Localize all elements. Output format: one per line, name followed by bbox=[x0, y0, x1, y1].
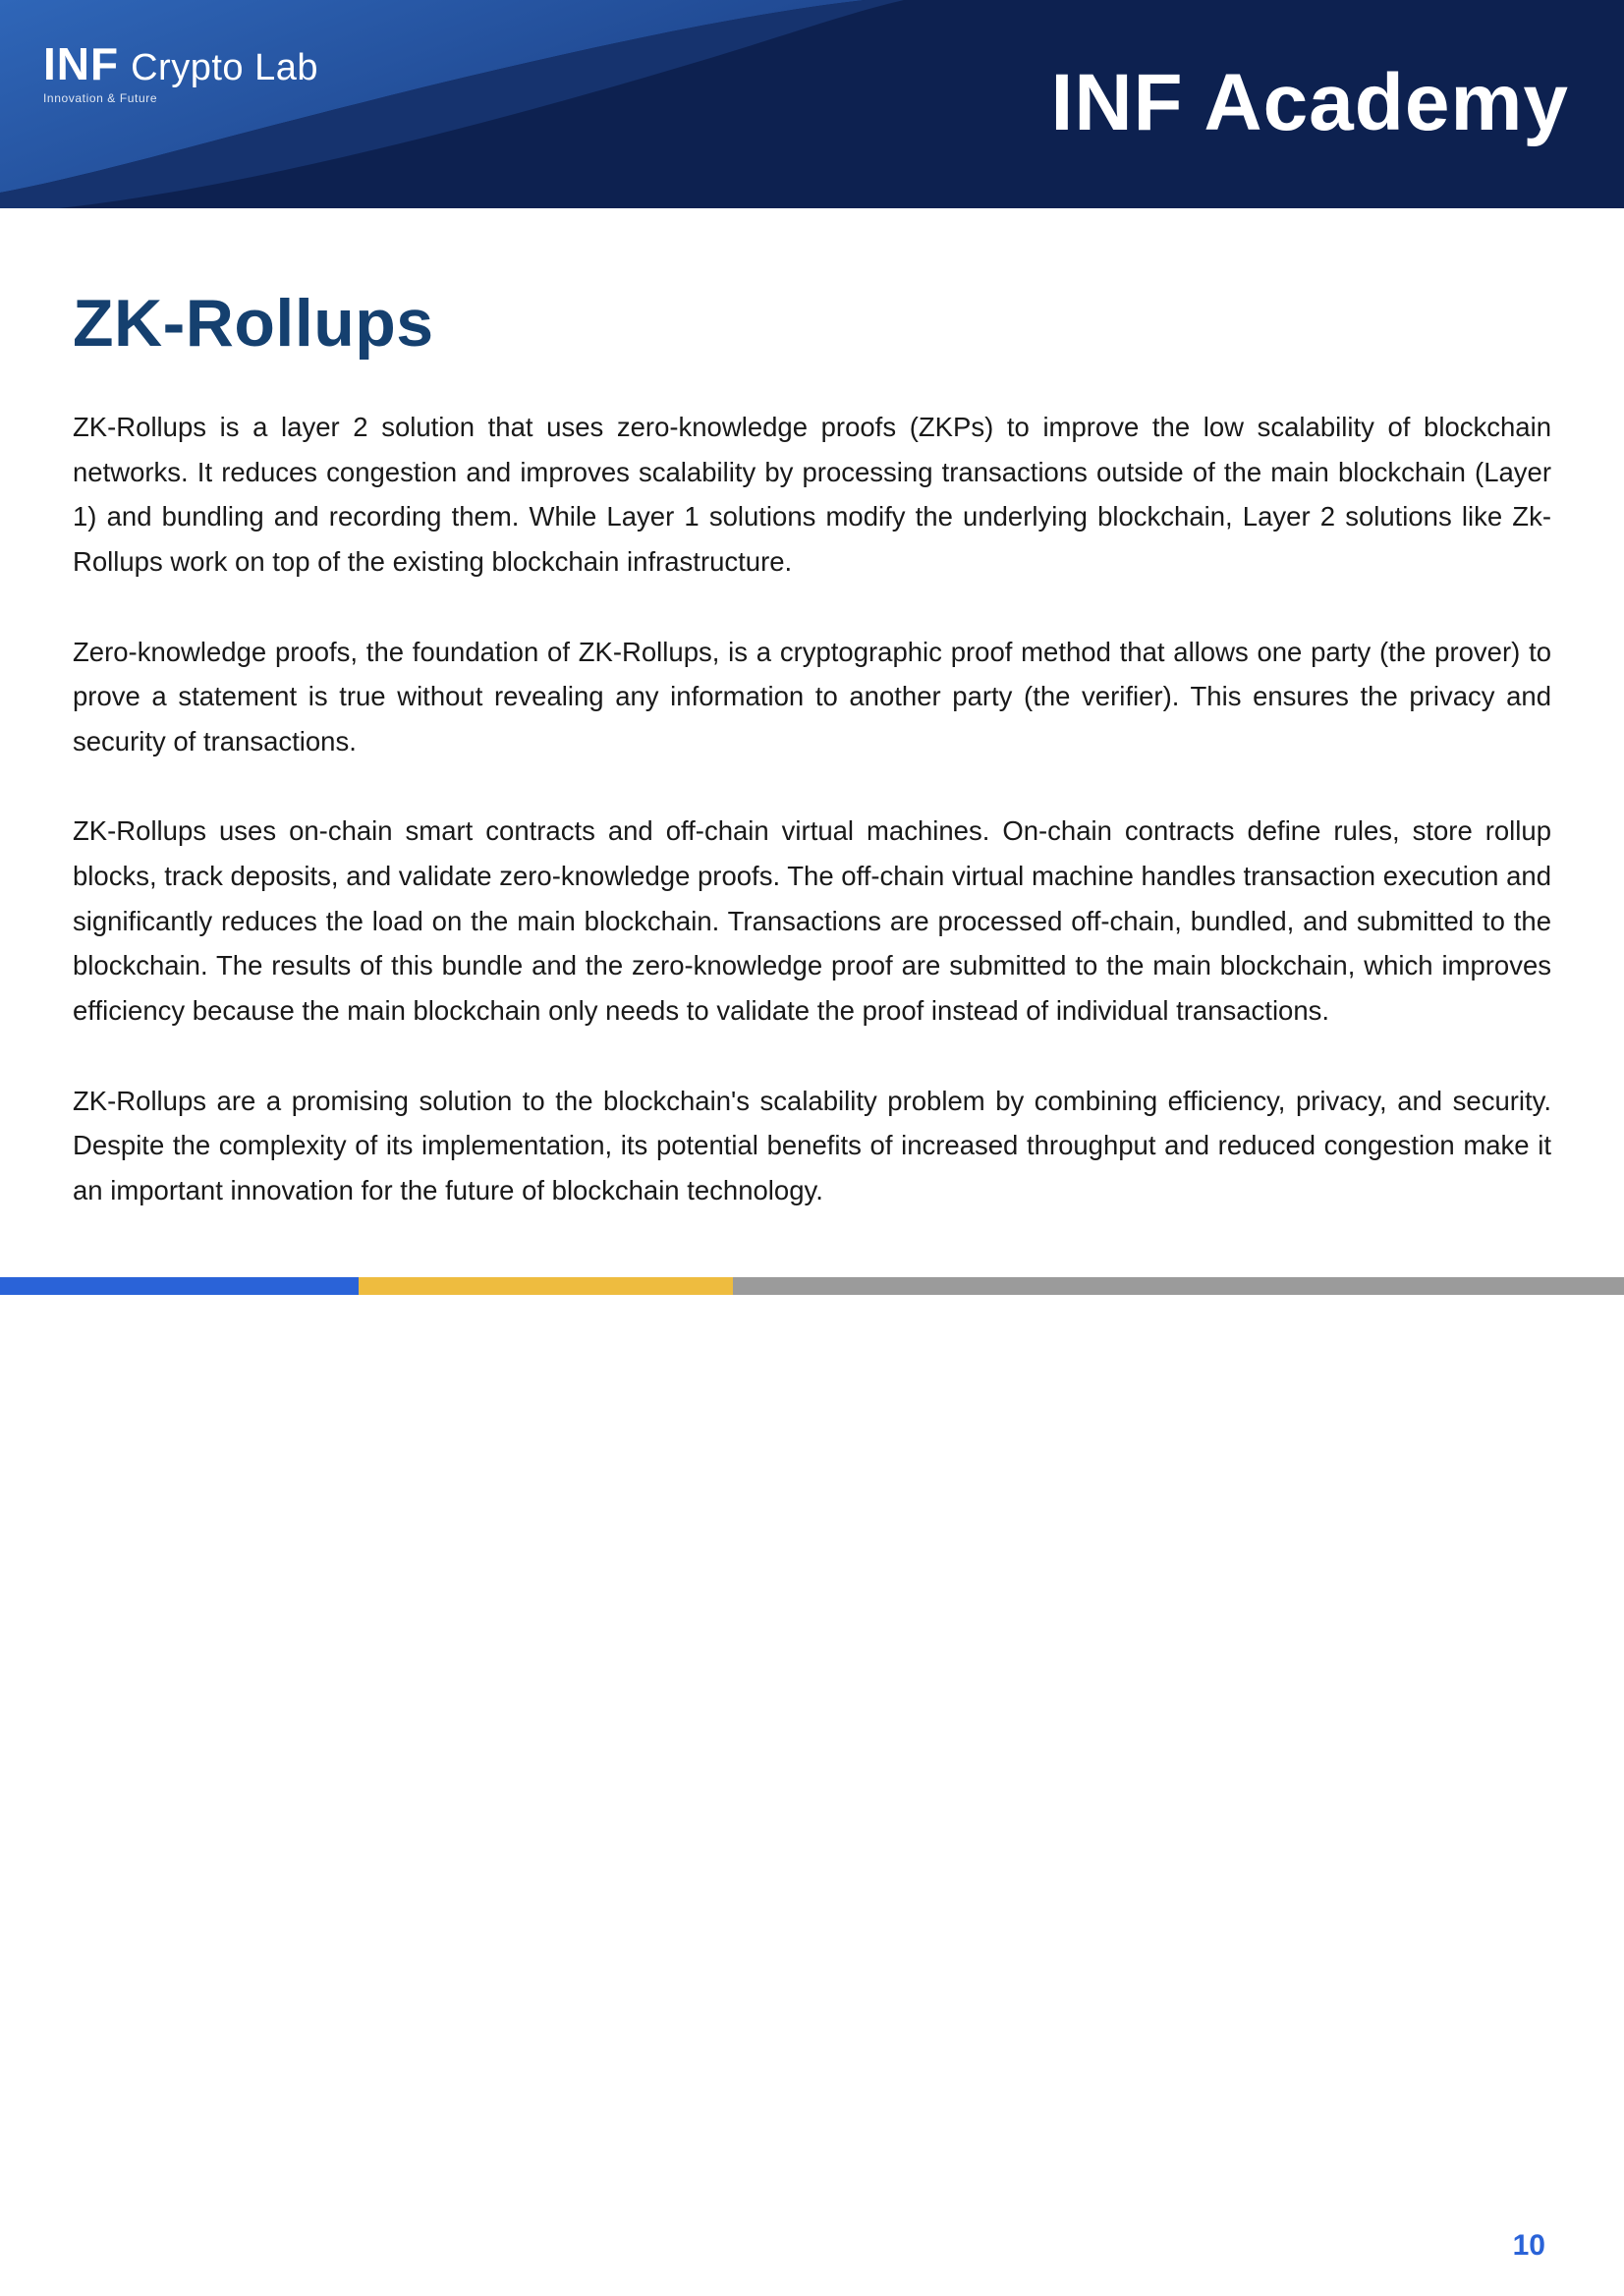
main-content bbox=[0, 208, 1624, 1213]
logo-tagline: Innovation & Future bbox=[43, 91, 158, 105]
body-text bbox=[73, 405, 1551, 1213]
academy-title: INF Academy bbox=[1050, 58, 1569, 147]
logo-inf-text: INF bbox=[43, 38, 120, 89]
body-paragraph: ZK-Rollups uses on-chain smart contracts and off-chain virtual machines. On-chain contracts define rules, store rollup blocks, track deposits, and validate zero-knowledge proofs. The off-chain virtual machine handles transaction execution and significantly reduces the load on the main blockchain. Transactions are processed off-chain, bundled, and submitted to the blockchain. The results of this bundle and the zero-knowledge proof are submitted to the main blockchain, which improves efficiency because the main blockchain only needs to validate the proof instead of individual transactions. bbox=[73, 815, 1551, 1027]
body-paragraph: ZK-Rollups are a promising solution to the blockchain's scalability problem by combining efficiency, privacy, and security. Despite the complexity of its implementation, its potential benefits of increased throughput and reduced congestion make it an important innovation for the future of blockchain technology. bbox=[73, 1085, 1551, 1205]
body-paragraph: ZK-Rollups is a layer 2 solution that uses zero-knowledge proofs (ZKPs) to improve the low scalability of blockchain networks. It reduces congestion and improves scalability by processing transactions outside of the main blockchain (Layer 1) and bundling and recording them. While Layer 1 solutions modify the underlying blockchain, Layer 2 solutions like Zk-Rollups work on top of the existing blockchain infrastructure. bbox=[73, 412, 1551, 577]
bar-segment-gray bbox=[733, 1277, 1624, 1295]
logo-suffix-text: Crypto Lab bbox=[131, 47, 318, 88]
page-title: ZK-Rollups bbox=[73, 286, 434, 361]
bar-segment-blue bbox=[0, 1277, 359, 1295]
bar-segment-yellow bbox=[359, 1277, 732, 1295]
divider-bar bbox=[0, 1277, 1624, 1295]
header-banner bbox=[0, 0, 1624, 208]
page-number: 10 bbox=[1512, 2229, 1545, 2262]
inf-crypto-lab-logo bbox=[43, 38, 318, 105]
body-paragraph: Zero-knowledge proofs, the foundation of ZK-Rollups, is a cryptographic proof method that allows one party (the prover) to prove a statement is true without revealing any information to another party (the verifier). This ensures the privacy and security of transactions. bbox=[73, 636, 1551, 756]
